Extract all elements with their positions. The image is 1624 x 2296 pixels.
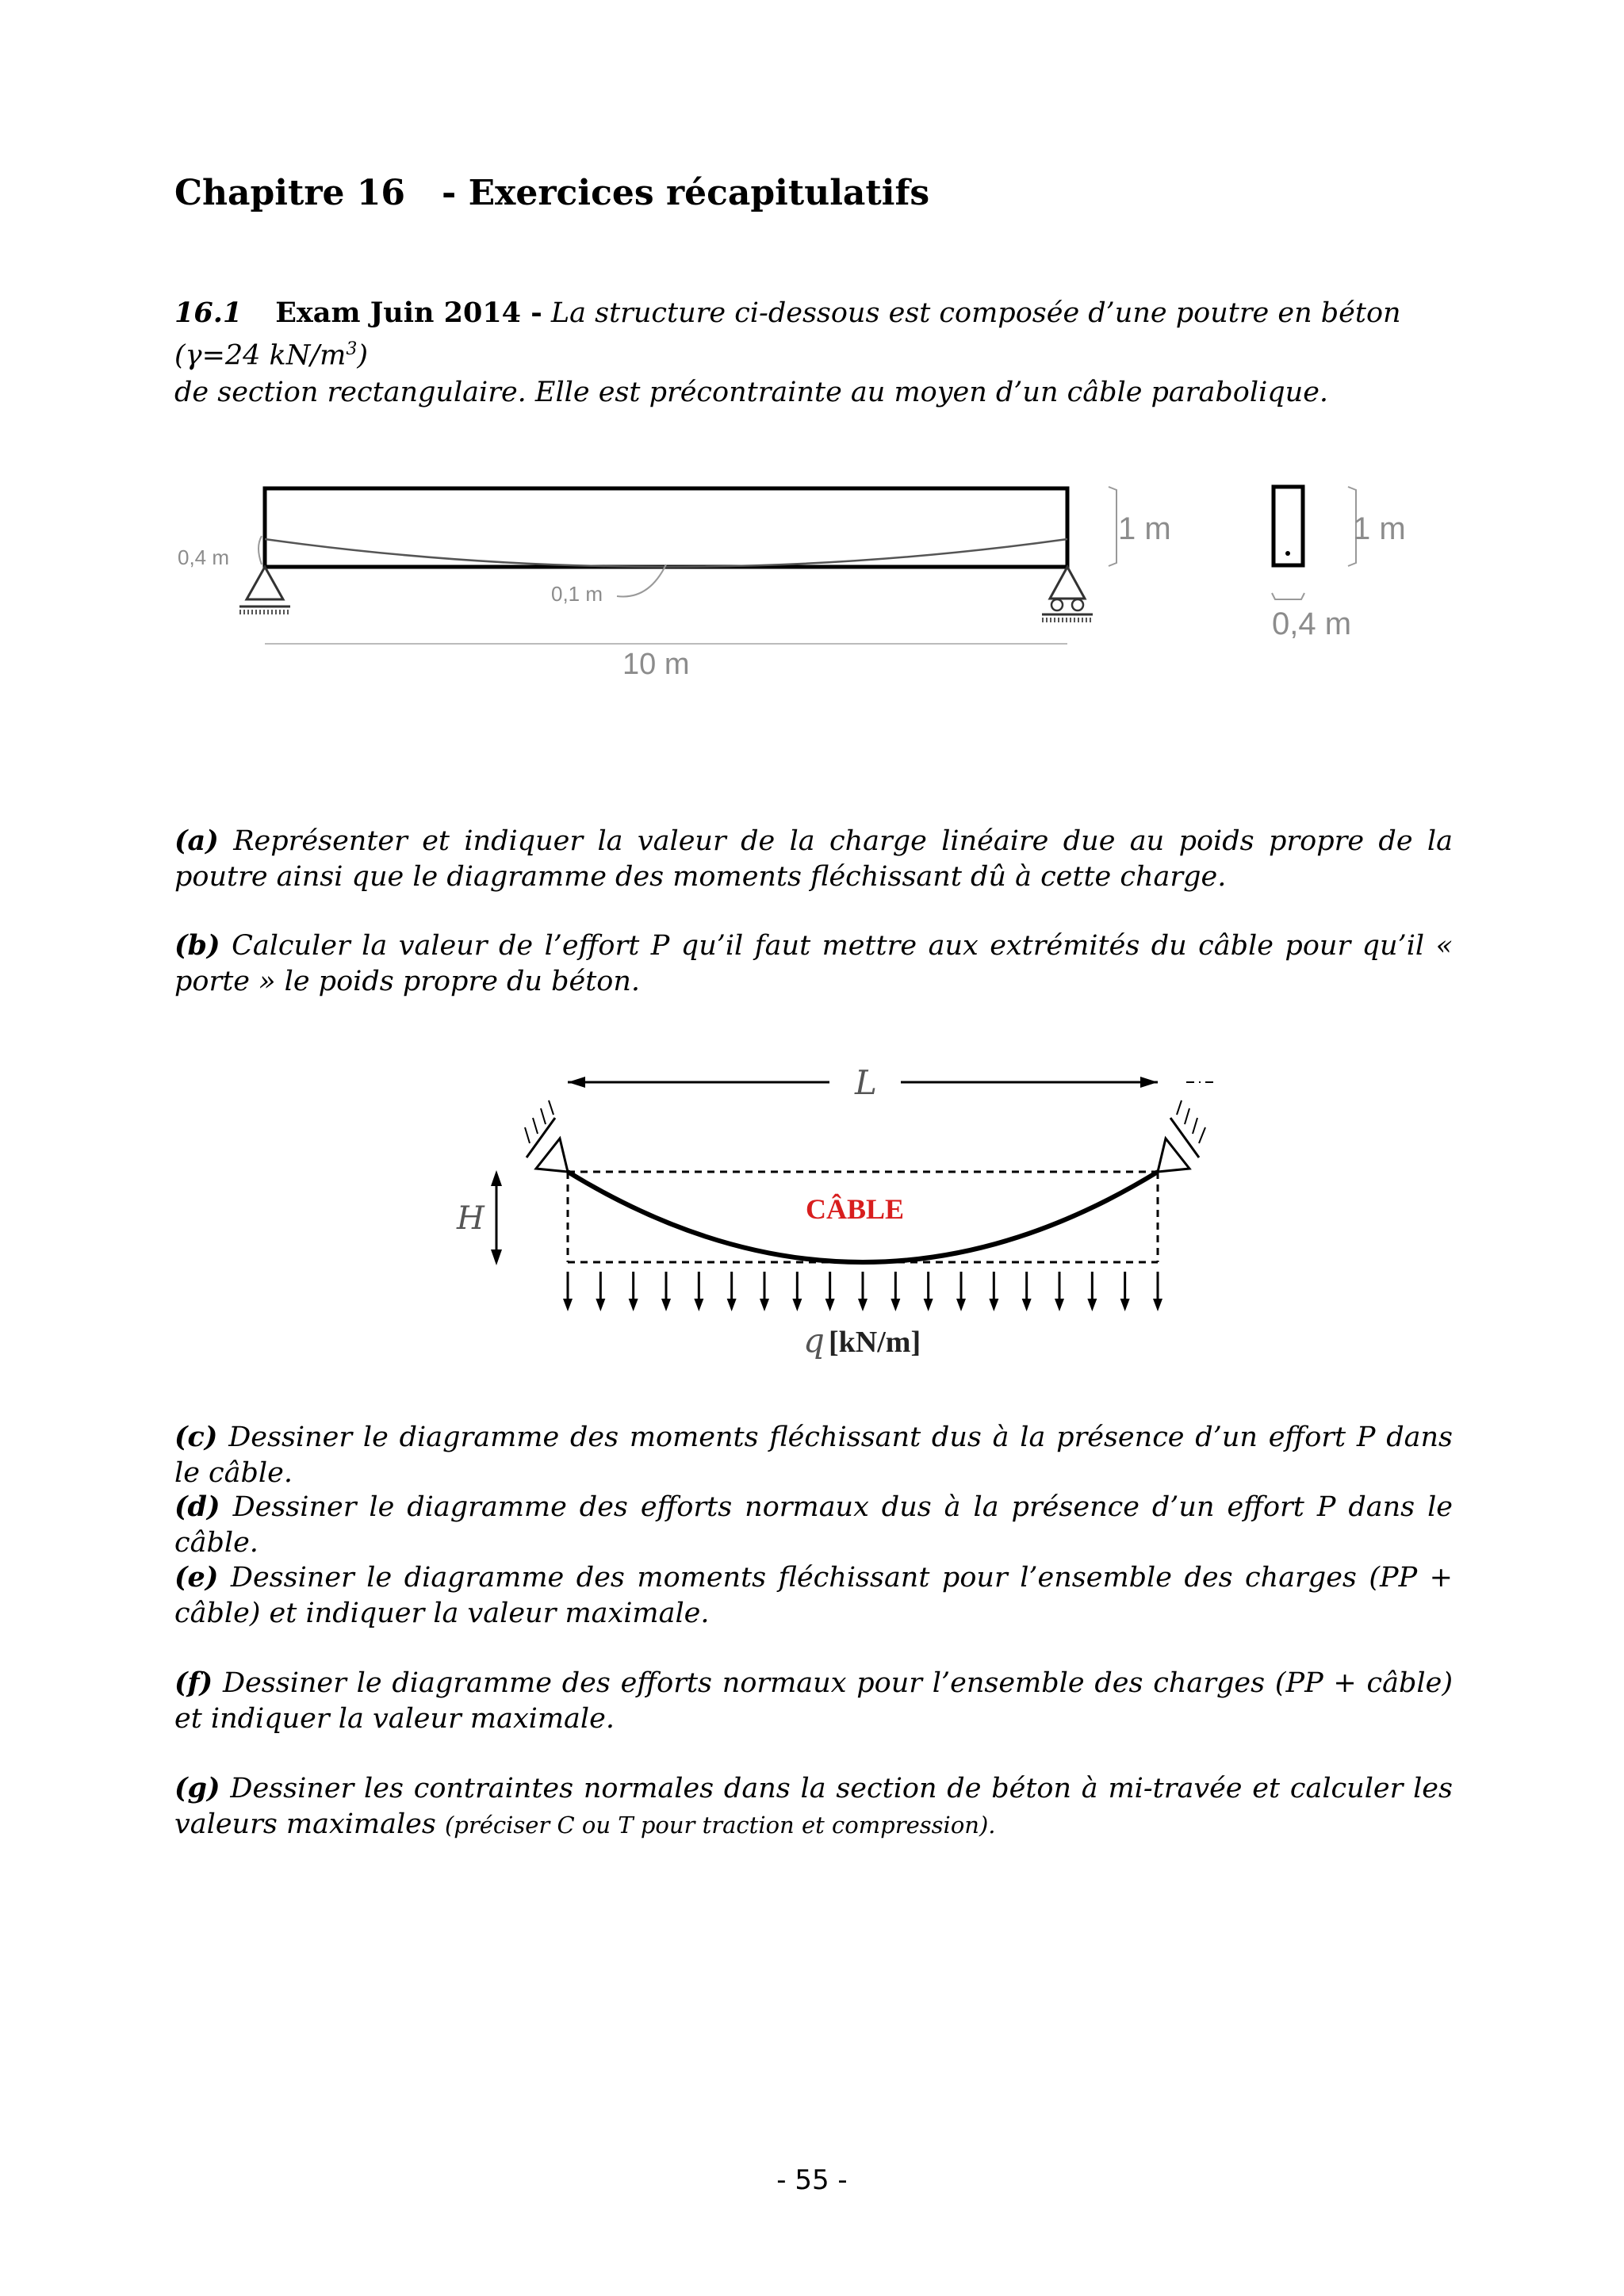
question-text: Calculer la valeur de l’effort P qu’il faut mettre aux extrémités du câble pour qu’il « porte » le poids propre du béton.	[174, 930, 1453, 997]
chapter-subtitle: - Exercices récapitulatifs	[442, 173, 930, 213]
span-symbol: L	[855, 1063, 877, 1102]
span-label: 10 m	[622, 648, 690, 681]
question-text: Représenter et indiquer la valeur de la charge linéaire due au poids propre de la poutre ainsi que le diagramme des moments fléchissant dû à cette charge.	[174, 825, 1453, 893]
height-symbol: H	[457, 1200, 485, 1237]
cable-label: CÂBLE	[806, 1193, 905, 1225]
question-text: Dessiner le diagramme des efforts normaux dus à la présence d’un effort P dans le câble.	[174, 1491, 1453, 1559]
question-label: (g)	[174, 1772, 220, 1804]
right-anchor	[1158, 1100, 1205, 1172]
intro-text-line2: de section rectangulaire. Elle est précontrainte au moyen d’un câble parabolique.	[174, 376, 1329, 408]
load-arrow	[1022, 1272, 1032, 1311]
distributed-load	[563, 1272, 1162, 1311]
exercise-number: 16.1	[174, 297, 243, 329]
load-arrow	[596, 1272, 605, 1311]
load-arrow	[891, 1272, 900, 1311]
question-label: (a)	[174, 825, 219, 857]
load-arrow	[1055, 1272, 1064, 1311]
cable-mid-height-label: 0,1 m	[551, 582, 603, 606]
question-text: Dessiner le diagramme des moments fléchissant pour l’ensemble des charges (PP + câble) et indiquer la valeur maximale.	[174, 1562, 1453, 1629]
question-text: Dessiner le diagramme des efforts normaux pour l’ensemble des charges (PP + câble) et indiquer la valeur maximale.	[174, 1667, 1453, 1735]
question-label: (c)	[174, 1421, 218, 1453]
question-g	[174, 1770, 1453, 1843]
question-label: (b)	[174, 929, 220, 962]
load-arrow	[858, 1272, 868, 1311]
left-anchor	[525, 1100, 568, 1172]
page-number: - 55 -	[776, 2164, 848, 2196]
question-e	[174, 1559, 1453, 1632]
question-text: Dessiner les contraintes normales dans la section de béton à mi-travée et calculer les valeurs maximales	[174, 1773, 1453, 1840]
load-arrow	[760, 1272, 769, 1311]
question-note: (préciser C ou T pour traction et compression).	[444, 1812, 996, 1839]
exam-label: Exam Juin 2014 -	[275, 297, 542, 329]
load-arrow	[661, 1272, 671, 1311]
load-arrow	[924, 1272, 933, 1311]
question-f	[174, 1665, 1453, 1737]
load-arrow	[563, 1272, 573, 1311]
load-arrow	[1153, 1272, 1162, 1311]
section-height-label: 1 m	[1353, 511, 1406, 546]
load-symbol: q	[803, 1321, 825, 1360]
load-arrow	[727, 1272, 737, 1311]
question-label: (f)	[174, 1667, 213, 1699]
question-c	[174, 1419, 1453, 1491]
cable-end-height-label: 0,4 m	[178, 545, 230, 569]
intro-superscript: 3	[346, 339, 358, 359]
question-d	[174, 1489, 1453, 1561]
load-arrow	[694, 1272, 703, 1311]
load-arrow	[825, 1272, 835, 1311]
intro-close: )	[357, 339, 369, 372]
beam-height-label: 1 m	[1118, 511, 1171, 546]
question-text: Dessiner le diagramme des moments fléchissant dus à la présence d’un effort P dans le câble.	[174, 1422, 1453, 1489]
intro-text: La structure ci-dessous est composée d’une poutre en béton (γ=24 kN/m	[174, 297, 1401, 372]
load-arrow	[1087, 1272, 1097, 1311]
section-width-label: 0,4 m	[1272, 607, 1352, 641]
load-arrow	[792, 1272, 802, 1311]
load-arrow	[956, 1272, 966, 1311]
question-label: (d)	[174, 1490, 220, 1523]
load-unit: [kN/m]	[829, 1326, 921, 1359]
load-arrow	[629, 1272, 638, 1311]
load-arrow	[1120, 1272, 1130, 1311]
load-arrow	[989, 1272, 998, 1311]
chapter-number: Chapitre 16	[174, 173, 406, 213]
question-label: (e)	[174, 1561, 219, 1594]
